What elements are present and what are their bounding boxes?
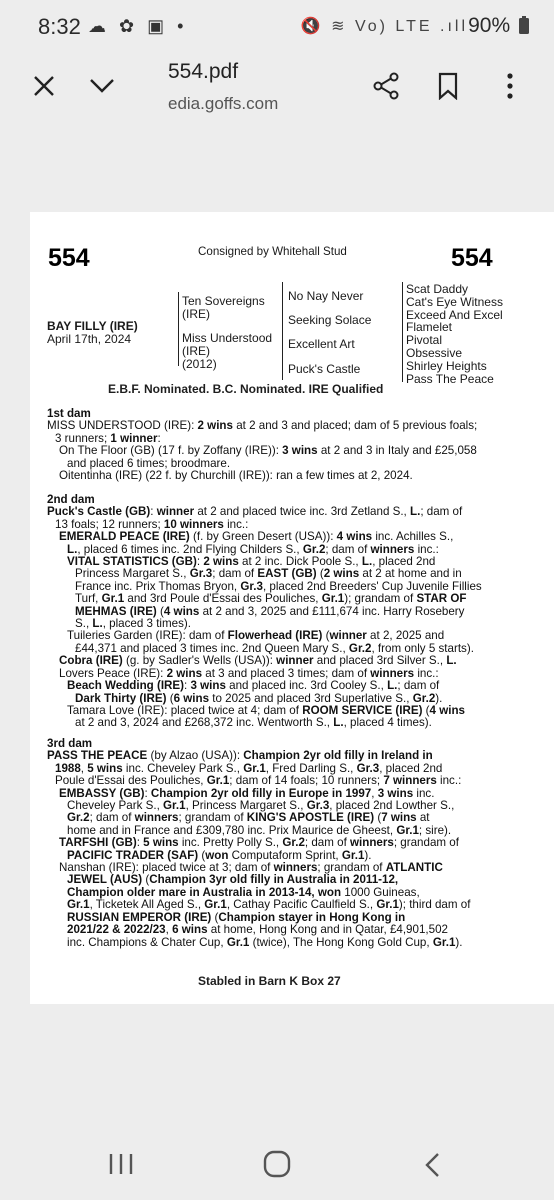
more-options-button[interactable] bbox=[490, 66, 530, 106]
share-button[interactable] bbox=[366, 66, 406, 106]
lot-number-left: 554 bbox=[48, 244, 90, 272]
collapse-button[interactable] bbox=[82, 66, 122, 106]
horse-info bbox=[47, 320, 138, 346]
dam-sire: Excellent Art bbox=[288, 337, 355, 351]
status-bar bbox=[0, 0, 554, 56]
pedigree-bracket bbox=[402, 282, 403, 382]
recent-apps-icon bbox=[108, 1152, 134, 1176]
nominations: E.B.F. Nominated. B.C. Nominated. IRE Qualified bbox=[108, 382, 384, 396]
home-icon bbox=[263, 1150, 291, 1178]
bookmark-button[interactable] bbox=[428, 66, 468, 106]
more-vert-icon bbox=[506, 73, 514, 99]
document-title: 554.pdf bbox=[168, 60, 239, 83]
sire-dam: Seeking Solace bbox=[288, 313, 372, 327]
consignor: Consigned by Whitehall Stud bbox=[198, 245, 347, 258]
third-dam-section: 3rd dam PASS THE PEACE (by Alzao (USA)): Champion 2yr old filly in Ireland in 1988, 5 wins inc. Cheveley Park S., Gr.1, Fred Darling S., Gr.3, placed 2nd Poule d'Essai des Pouliches, Gr.1; dam of 14 foals; 10 runners; 7 winners inc.: EMBASSY (GB): Champion 2yr old filly in Europe in 1997, 3 wins inc. Cheveley Park S., Gr.1, Princess Margaret S., Gr.3, placed 2nd Lowther S., Gr.2; dam of winners; grandam of KING'S APOSTLE (IRE) (7 wins at home and in France and £309,780 inc. Prix Maurice de Gheest, Gr.1; sire). TARFSHI (GB): 5 wins inc. Pretty Polly S., Gr.2; dam of winners; grandam of PACIFIC TRADER (SAF) (won Computaform Sprint, Gr.1). Nanshan (IRE): placed twice at 3; dam of winners; grandam of ATLANTIC JEWEL (AUS) (Champion 3yr old filly in Australia in 2011-12, Champion older mare in Australia in 2013-14, won 1000 Guineas, Gr.1, Ticketek All Aged S., Gr.1, Cathay Pacific Caulfield S., Gr.1); third dam of RUSSIAN EMPEROR (IRE) (Champion stayer in Hong Kong in 2021/22 & 2022/23, 6 wins at home, Hong Kong and in Qatar, £4,901,502 inc. Champions & Chater Cup, Gr.1 (twice), The Hong Kong Gold Cup, Gr.1). bbox=[47, 737, 471, 949]
foaling-date: April 17th, 2024 bbox=[47, 331, 132, 346]
battery-icon bbox=[518, 15, 530, 35]
signal-icons: 🔇 ≋ Vo) LTE .ıll bbox=[300, 18, 468, 35]
pedigree-bracket bbox=[282, 282, 283, 380]
first-dam-section: 1st dam MISS UNDERSTOOD (IRE): 2 wins at 2 and 3 and placed; dam of 5 previous foals; 3 runners; 1 winner: On The Floor (GB) (17 f. by Zoffany (IRE)): 3 wins at 2 and 3 in Italy and £25,058 and placed 6 times; broodmare. Oitentinha (IRE) (22 f. by Churchill (IRE)): ran a few times at 2, 2024. bbox=[47, 407, 478, 483]
share-icon bbox=[372, 72, 400, 100]
chevron-down-icon bbox=[89, 78, 115, 94]
pedigree-bracket bbox=[178, 326, 179, 366]
bookmark-icon bbox=[437, 72, 459, 100]
third-generation: Scat Daddy Cat's Eye Witness Exceed And Excel Flamelet Pivotal Obsessive Shirley Heights Pass The Peace bbox=[406, 282, 503, 386]
status-time: 8:32 bbox=[38, 14, 81, 39]
notification-icons: ☁ ✿ ▣ • bbox=[88, 16, 188, 36]
lot-number-right: 554 bbox=[451, 244, 493, 272]
home-button[interactable] bbox=[263, 1150, 291, 1183]
close-icon bbox=[32, 74, 56, 98]
pdf-viewer-toolbar bbox=[0, 56, 554, 132]
stabling-info: Stabled in Barn K Box 27 bbox=[198, 974, 341, 988]
dam-dam: Puck's Castle bbox=[288, 362, 361, 376]
sire-sire: No Nay Never bbox=[288, 289, 364, 303]
battery-level: 90% bbox=[468, 14, 530, 38]
sire: Ten Sovereigns (IRE) bbox=[182, 294, 265, 321]
pdf-page bbox=[30, 212, 554, 1004]
recent-apps-button[interactable] bbox=[108, 1152, 134, 1181]
dam: Miss Understood (IRE) (2012) bbox=[182, 331, 273, 371]
back-icon bbox=[424, 1152, 440, 1178]
close-button[interactable] bbox=[24, 66, 64, 106]
second-dam-section: 2nd dam Puck's Castle (GB): winner at 2 and placed twice inc. 3rd Zetland S., L.; dam of 13 foals; 12 runners; 10 winners inc.: EMERALD PEACE (IRE) (f. by Green Desert (USA)): 4 wins inc. Achilles S., L., placed 6 times inc. 2nd Flying Childers S., Gr.2; dam of winners inc.: VITAL STATISTICS (GB): 2 wins at 2 inc. Dick Poole S., L., placed 2nd Princess Margaret S., Gr.3; dam of EAST (GB) (2 wins at 2 at home and in France inc. Prix Thomas Bryon, Gr.3, placed 2nd Breeders' Cup Juvenile Fillies Turf, Gr.1 and 3rd Poule d'Essai des Pouliches, Gr.1); grandam of STAR OF MEHMAS (IRE) (4 wins at 2 and 3, 2025 and £111,674 inc. Harry Rosebery S., L., placed 3 times). Tuileries Garden (IRE): dam of Flowerhead (IRE) (winner at 2, 2025 and £44,371 and placed 3 times inc. 2nd Queen Mary S., Gr.2, from only 5 starts). Cobra (IRE) (g. by Sadler's Wells (USA)): winner and placed 3rd Silver S., L. Lovers Peace (IRE): 2 wins at 3 and placed 3 times; dam of winners inc.: Beach Wedding (IRE): 3 wins and placed inc. 3rd Cooley S., L.; dam of Dark Thirty (IRE) (6 wins to 2025 and placed 3rd Superlative S., Gr.2). Tamara Love (IRE): placed twice at 4; dam of ROOM SERVICE (IRE) (4 wins at 2 and 3, 2024 and £268,372 inc. Wentworth S., L., placed 4 times). bbox=[47, 493, 482, 730]
back-button[interactable] bbox=[424, 1152, 440, 1183]
system-navigation-bar bbox=[0, 1130, 554, 1200]
horse-name: BAY FILLY (IRE) bbox=[47, 319, 138, 333]
document-url: edia.goffs.com bbox=[168, 94, 279, 113]
